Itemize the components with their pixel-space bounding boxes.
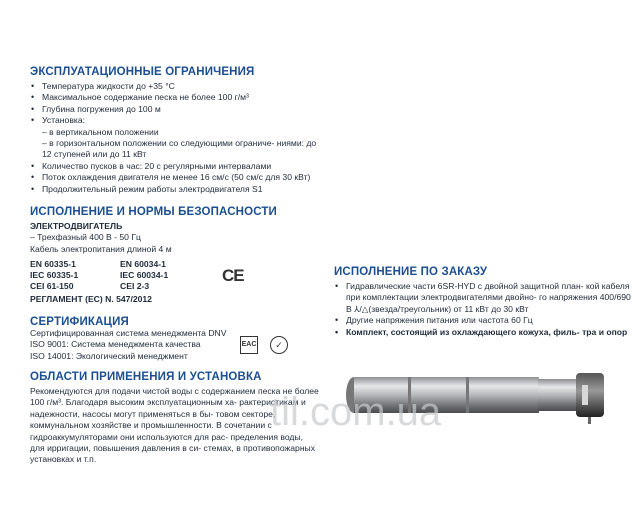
cert-line: ISO 9001: Система менеджмента качества: [30, 339, 201, 350]
list-item: – в вертикальном положении: [42, 126, 159, 137]
standard-item: EN 60034-1: [120, 259, 166, 270]
standards-block: [30, 259, 320, 292]
cert-title: СЕРТИФИКАЦИЯ: [30, 315, 129, 328]
standard-item: CEI 61-150: [30, 281, 74, 292]
list-item: • Количество пусков в час: 20 с регулярными интервалами: [30, 161, 320, 172]
list-item: – в горизонтальном положении со следующими ограниче- ниями: до 12 ступеней или до 11 кВт: [42, 138, 317, 160]
limits-title: ЭКСПЛУАТАЦИОННЫЕ ОГРАНИЧЕНИЯ: [30, 66, 255, 78]
cable-text: Кабель электропитания длиной 4 м: [30, 243, 172, 254]
ce-mark-icon: CE: [222, 265, 244, 285]
motor-phase: – Трехфазный 400 В - 50 Гц: [30, 232, 141, 243]
list-item: • Гидравлические части 6SR-HYD с двойной защитной план- кой кабеля при комплектации электродвигателями двойно- го напряжения 400/690 В ⅄/△(звезда/треугольник) от 11 кВт до 30 кВт: [334, 281, 634, 315]
standard-item: EN 60335-1: [30, 259, 76, 270]
standard-item: IEC 60034-1: [120, 270, 169, 281]
limits-list: [30, 81, 320, 195]
applications-text: Рекомендуются для подачи чистой воды с содержанием песка не более 100 г/м³. Благодаря высоким эксплуатационным ха- рактеристикам и надежности, насосы могут применяться в бы- товом секторе, коммунальном хозяйстве и промышленности. В сочетании с гидроаккумуляторами они используются для рас- пределения воды, для ирригации, повышения давления в си- стемах, в противопожарных установках и т.п.: [30, 385, 319, 465]
standards-col-2: [120, 259, 216, 292]
applications-title: ОБЛАСТИ ПРИМЕНЕНИЯ И УСТАНОВКА: [30, 370, 262, 383]
standard-item: IEC 60335-1: [30, 270, 79, 281]
list-item: • Глубина погружения до 100 м: [30, 104, 320, 115]
list-item: • Комплект, состоящий из охлаждающего кожуха, филь- тра и опор: [334, 327, 634, 338]
list-item: • Максимальное содержание песка не более 100 г/м³: [30, 92, 320, 103]
order-list: [334, 281, 634, 338]
cert-block: [30, 328, 320, 362]
watermark-text: til.com.ua: [270, 390, 442, 434]
cert-header: [30, 316, 320, 328]
ua-certification-icon: ✓: [270, 336, 288, 354]
regulation: РЕГЛАМЕНТ (ЕС) N. 547/2012: [30, 294, 152, 305]
list-item: • Температура жидкости до +35 °C: [30, 81, 320, 92]
cert-lines: [30, 328, 240, 362]
cert-line: ISO 14001: Экологический менеджмент: [30, 350, 188, 361]
standards-col-1: [30, 259, 120, 292]
eac-mark-icon: EAC: [240, 336, 258, 354]
list-item: • Поток охлаждения двигателя не менее 16 см/с (50 см/с для 30 кВт): [30, 172, 320, 183]
motor-label: ЭЛЕКТРОДВИГАТЕЛЬ: [30, 221, 123, 232]
order-title: ИСПОЛНЕНИЕ ПО ЗАКАЗУ: [334, 266, 488, 278]
design-title: ИСПОЛНЕНИЕ И НОРМЫ БЕЗОПАСНОСТИ: [30, 206, 277, 219]
right-column: [334, 266, 634, 338]
list-item: • Продолжительный режим работы электродвигателя S1: [30, 184, 320, 195]
list-item: • Установка:: [30, 115, 320, 126]
cert-line: Сертифицированная система менеджмента DNV: [30, 327, 227, 338]
standard-item: CEI 2-3: [120, 281, 150, 292]
list-item: • Другие напряжения питания или частота 60 Гц: [334, 315, 634, 326]
